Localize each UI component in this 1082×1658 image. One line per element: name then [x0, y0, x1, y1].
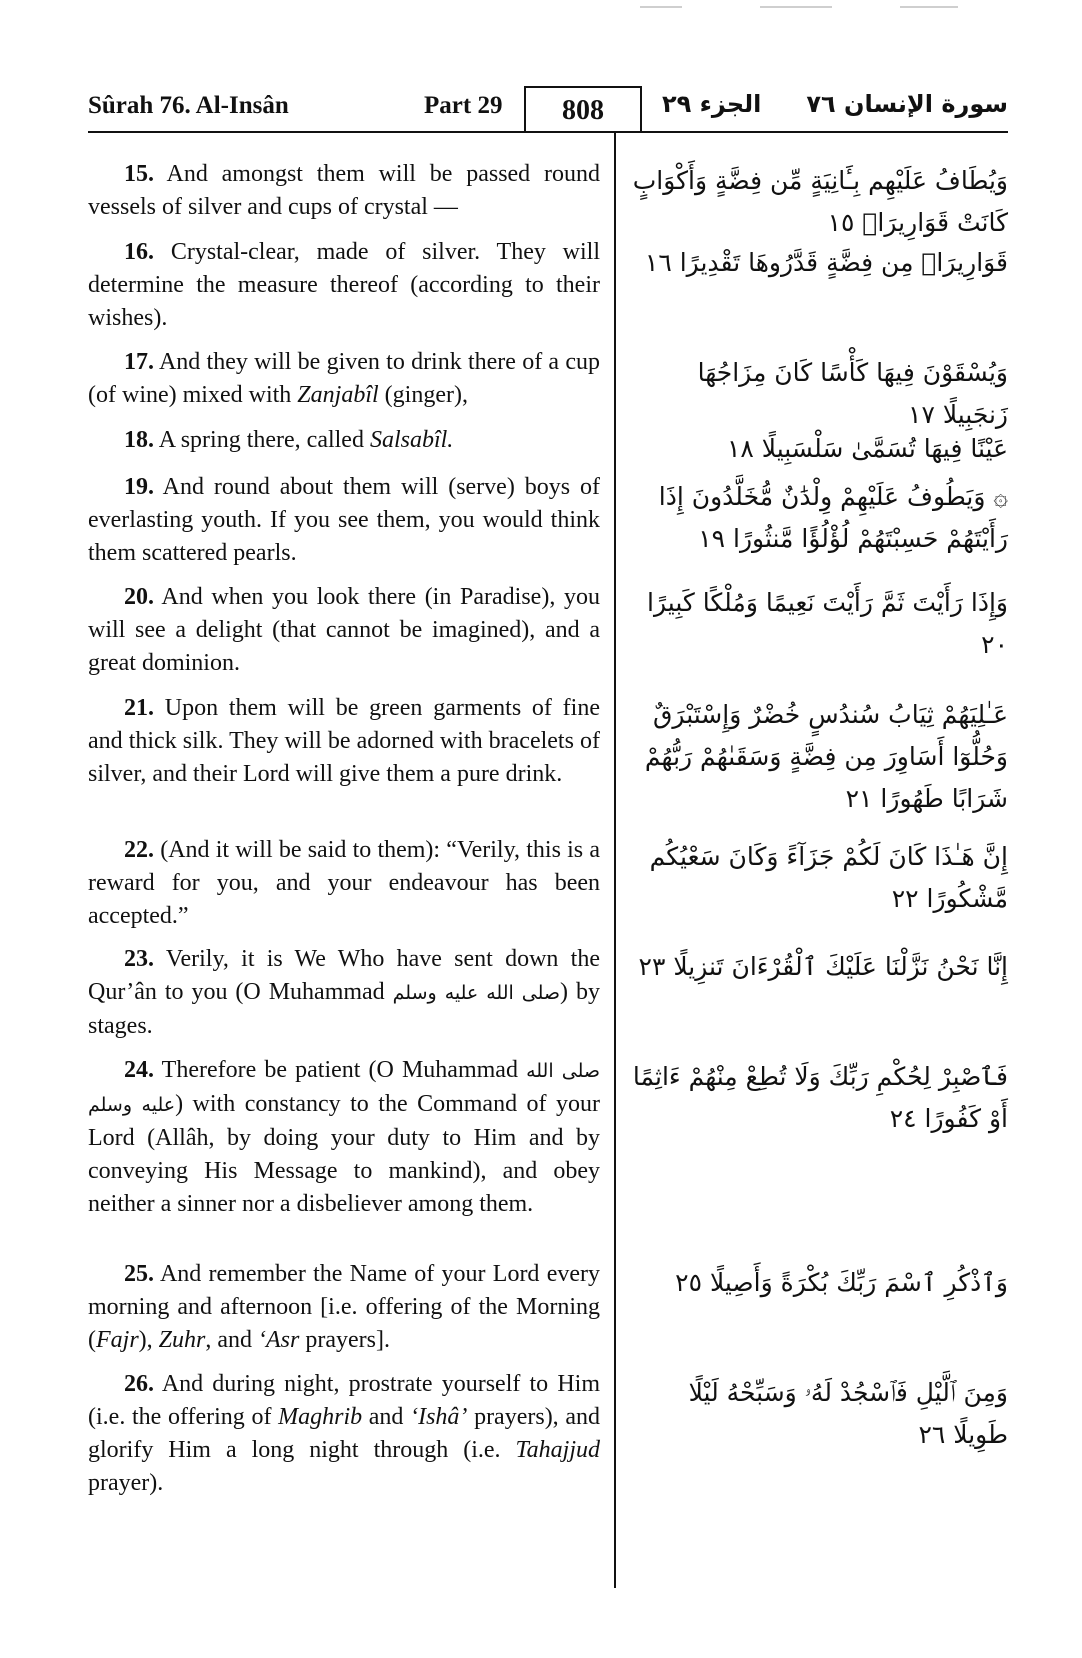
- verse-20-ar: وَإِذَا رَأَيْتَ ثَمَّ رَأَيْتَ نَعِيمًا وَمُلْكًا كَبِيرًا ٢٠: [647, 588, 1008, 659]
- verse-18-en: [88, 424, 600, 457]
- verse-19-ar: ۞ وَيَطُوفُ عَلَيْهِمْ وِلْدَٰنٌ مُّخَلَّدُونَ إِذَا رَأَيْتَهُمْ حَسِبْتَهُمْ لُؤْلُؤًا مَّنثُورًا ١٩: [658, 482, 1008, 553]
- header-rule: [88, 131, 1008, 133]
- verse-number: 24.: [124, 1057, 154, 1083]
- verse-text: And during night, prostrate yourself to Him (i.e. the offering of: [88, 1371, 600, 1430]
- verse-text: (And it will be said to them): “Verily, this is a reward for you, and your endeavour has been accepted.”: [88, 837, 600, 929]
- verse-text: And round about them will (serve) boys of everlasting youth. If you see them, you would think them scattered pearls.: [88, 474, 600, 566]
- verse-text: Upon them will be green garments of fine and thick silk. They will be adorned with bracelets of silver, and their Lord will give them a pure drink.: [88, 695, 600, 787]
- verse-italic: ‘Ishâ’: [410, 1404, 468, 1430]
- page-number: 808: [524, 86, 642, 132]
- verse-number: 21.: [124, 695, 154, 721]
- verse-italic: ‘Asr: [258, 1327, 300, 1353]
- verse-17-ar: وَيُسْقَوْنَ فِيهَا كَأْسًا كَانَ مِزَاجُهَا زَنجَبِيلًا ١٧: [697, 358, 1008, 429]
- verse-text: and: [368, 1404, 404, 1430]
- verse-number: 18.: [124, 427, 154, 453]
- verse-23-ar: إِنَّا نَحْنُ نَزَّلْنَا عَلَيْكَ ٱلْقُرْءَانَ تَنزِيلًا ٢٣: [638, 952, 1008, 981]
- verse-number: 15.: [124, 161, 154, 187]
- verse-italic: Tahajjud: [515, 1437, 600, 1463]
- verse-22-en: [88, 834, 600, 933]
- verse-16-en: [88, 236, 600, 335]
- verse-number: 22.: [124, 837, 154, 863]
- verse-23-en: [88, 943, 600, 1043]
- verse-number: 23.: [124, 946, 154, 972]
- verse-number: 20.: [124, 584, 154, 610]
- verse-25-en: [88, 1258, 600, 1357]
- verse-number: 25.: [124, 1261, 154, 1287]
- verse-text: ) by stages.: [88, 979, 601, 1039]
- honorific-text: صلى الله عليه وسلم: [88, 1060, 601, 1116]
- verse-25-ar: وَٱذْكُرِ ٱسْمَ رَبِّكَ بُكْرَةً وَأَصِيلًا ٢٥: [675, 1268, 1008, 1297]
- verse-italic: Maghrib: [278, 1404, 363, 1430]
- verse-text: prayers), and glorify Him a long night through (i.e.: [88, 1404, 600, 1463]
- verse-text: prayers].: [305, 1327, 390, 1353]
- verse-text: prayer).: [88, 1470, 164, 1496]
- verse-number: 19.: [124, 474, 154, 500]
- verse-21-en: [88, 692, 600, 791]
- verse-26-en: [88, 1368, 600, 1500]
- verse-italic: Zuhr: [158, 1327, 206, 1353]
- scan-top-marks: [0, 0, 1082, 12]
- verse-number: 17.: [124, 349, 154, 375]
- verse-italic: Salsabîl.: [369, 427, 454, 453]
- verse-text: And remember the Name of your Lord every morning and afternoon [i.e. offering of the Morning (: [88, 1261, 600, 1353]
- verse-24-en: [88, 1054, 600, 1221]
- verse-italic: Zanjabîl: [297, 382, 379, 408]
- verse-number: 16.: [124, 239, 154, 265]
- verse-16-ar: قَوَارِيرَا۠ مِن فِضَّةٍ قَدَّرُوهَا تَقْدِيرًا ١٦: [644, 248, 1008, 277]
- verse-22-ar: إِنَّ هَـٰذَا كَانَ لَكُمْ جَزَآءً وَكَانَ سَعْيُكُم مَّشْكُورًا ٢٢: [649, 842, 1008, 913]
- verse-number: 26.: [124, 1371, 154, 1397]
- verse-text: Verily, it is We Who have sent down the Qur’ân to you (O Muhammad: [88, 946, 600, 1005]
- verse-20-en: [88, 581, 600, 680]
- verse-26-ar: وَمِنَ ٱلَّيْلِ فَٱسْجُدْ لَهُۥ وَسَبِّحْهُ لَيْلًا طَوِيلًا ٢٦: [688, 1378, 1008, 1449]
- verse-text: Crystal-clear, made of silver. They will determine the measure thereof (according to their wishes).: [88, 239, 601, 331]
- surah-title-en: Sûrah 76. Al-Insân: [88, 92, 289, 119]
- verse-15-ar: وَيُطَافُ عَلَيْهِم بِـَٔانِيَةٍ مِّن فِضَّةٍ وَأَكْوَابٍ كَانَتْ قَوَارِيرَا۠ ١٥: [632, 166, 1008, 237]
- verse-19-en: [88, 471, 600, 570]
- part-label-en: Part 29: [424, 92, 503, 119]
- verse-text: And amongst them will be passed round vessels of silver and cups of crystal —: [88, 161, 600, 220]
- surah-title-ar: سورة الإنسان ٧٦: [806, 90, 1008, 118]
- verse-18-ar: عَيْنًا فِيهَا تُسَمَّىٰ سَلْسَبِيلًا ١٨: [727, 434, 1008, 463]
- verse-text: ),: [138, 1327, 153, 1353]
- part-label-ar: الجزء ٢٩: [662, 90, 762, 118]
- verse-21-ar: عَـٰلِيَهُمْ ثِيَابُ سُندُسٍ خُضْرٌ وَإِسْتَبْرَقٌ وَحُلُّوٓا أَسَاوِرَ مِن فِضَّةٍ وَسَقَىٰهُمْ رَبُّهُمْ شَرَابًا طَهُورًا ٢١: [644, 700, 1008, 813]
- verse-text: And when you look there (in Paradise), you will see a delight (that cannot be imagined), and a great dominion.: [88, 584, 600, 676]
- verse-text: Therefore be patient (O Muhammad: [161, 1057, 518, 1083]
- verse-24-ar: فَٱصْبِرْ لِحُكْمِ رَبِّكَ وَلَا تُطِعْ مِنْهُمْ ءَاثِمًا أَوْ كَفُورًا ٢٤: [632, 1062, 1008, 1133]
- verse-text: ) with constancy to the Command of your Lord (Allâh, by doing your duty to Him and by conveying His Message to mankind), and obey neither a sinner nor a disbeliever among them.: [88, 1091, 600, 1217]
- verse-text: (ginger),: [384, 382, 468, 408]
- verse-text: And they will be given to drink there of a cup (of wine) mixed with: [88, 349, 600, 408]
- verse-17-en: [88, 346, 600, 412]
- page-header: [88, 86, 1008, 132]
- verse-text: A spring there, called: [158, 427, 364, 453]
- verse-text: , and: [205, 1327, 253, 1353]
- verse-15-en: [88, 158, 600, 224]
- verse-italic: Fajr: [96, 1327, 139, 1353]
- honorific-text: صلى الله عليه وسلم: [392, 982, 561, 1004]
- column-divider: [614, 132, 616, 1588]
